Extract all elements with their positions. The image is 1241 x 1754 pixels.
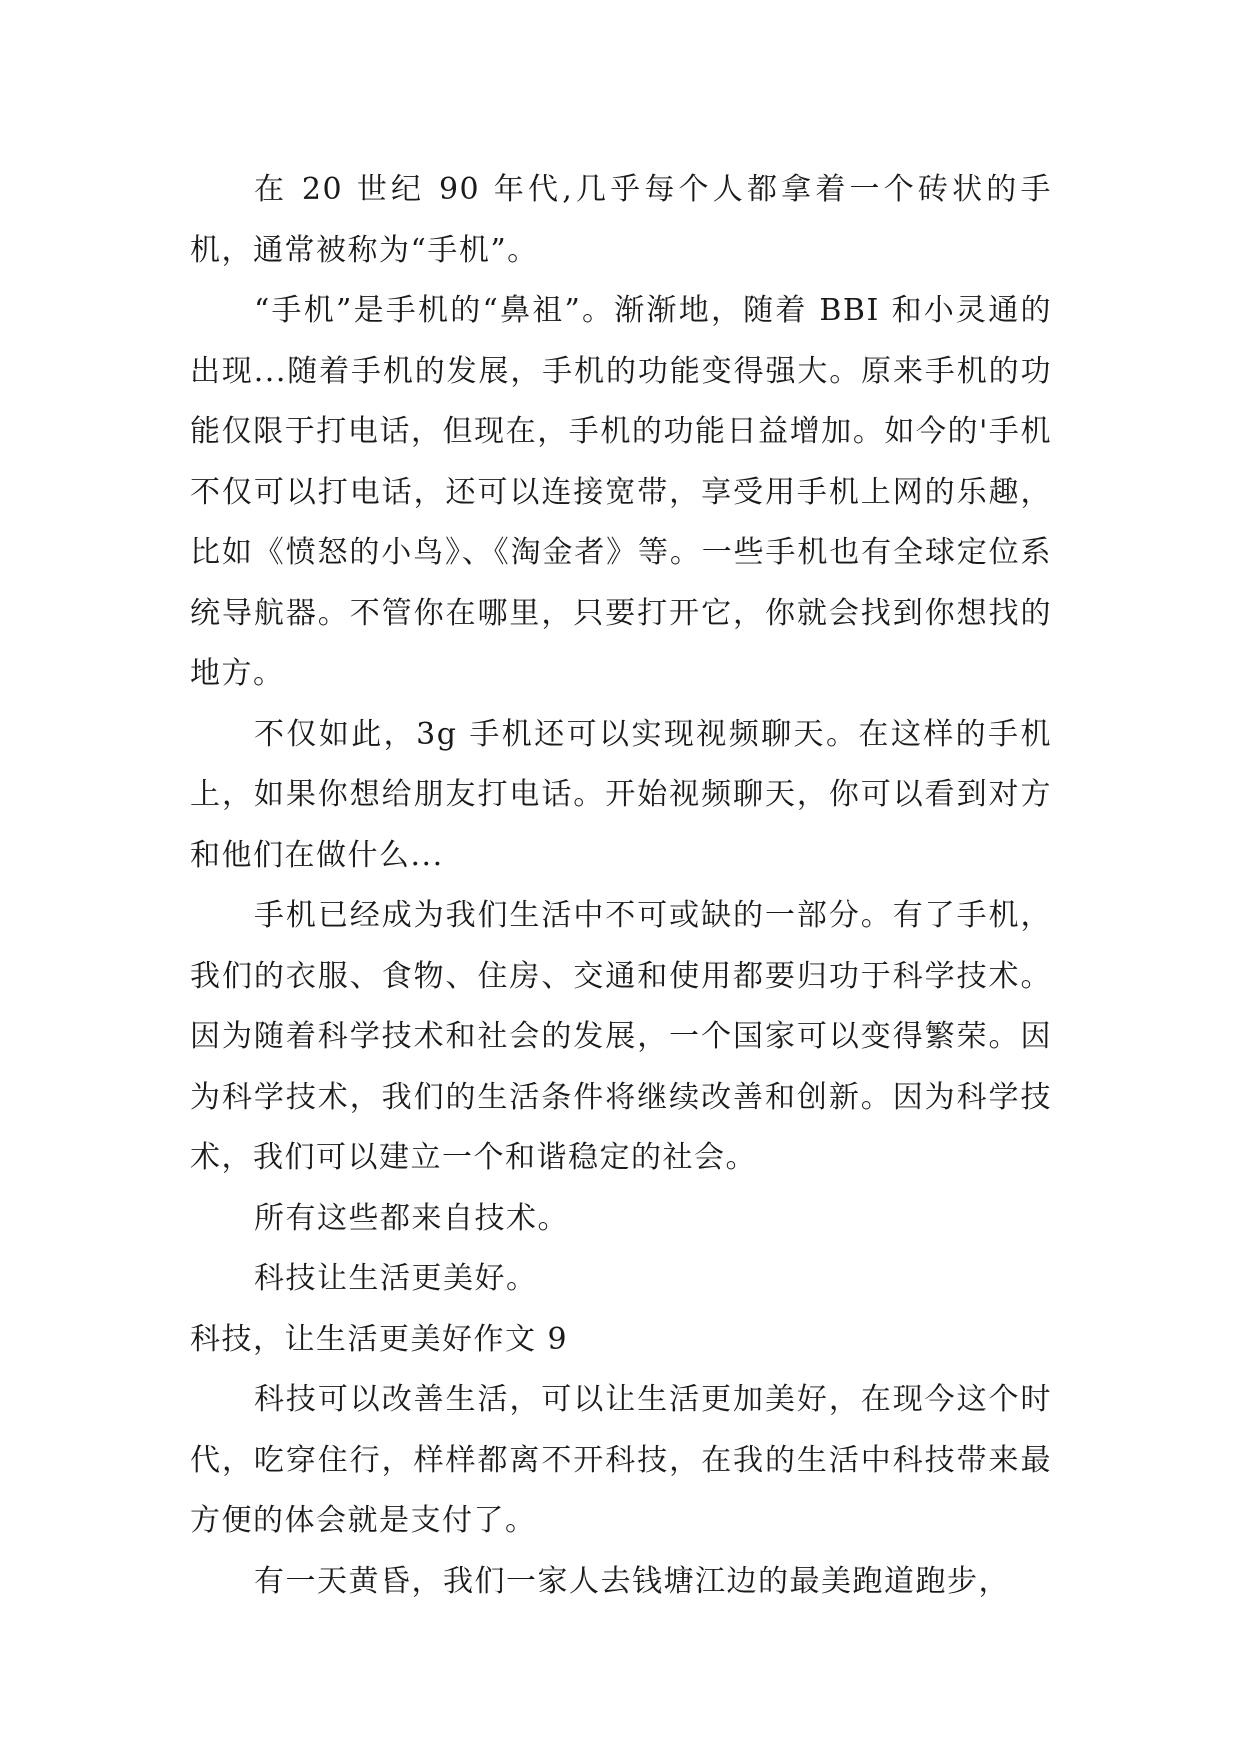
paragraph: “手机”是手机的“鼻祖”。渐渐地，随着 BBI 和小灵通的出现...随着手机的发展，手机的功能变得强大。原来手机的功能仅限于打电话，但现在，手机的功能日益增加。如今的'手机不仅可以打电话，还可以连接宽带，享受用手机上网的乐趣，比如《愤怒的小鸟》、《淘金者》等。一些手机也有全球定位系统导航器。不管你在哪里，只要打开它，你就会找到你想找的地方。 (190, 293, 1052, 691)
paragraph: 科技让生活更美好。 (254, 1261, 538, 1296)
paragraph: 不仅如此，3g 手机还可以实现视频聊天。在这样的手机上，如果你想给朋友打电话。开始视频聊天，你可以看到对方和他们在做什么... (190, 716, 1052, 873)
paragraph: 在 20 世纪 90 年代,几乎每个人都拿着一个砖状的手机，通常被称为“手机”。 (190, 172, 1052, 268)
paragraph: 手机已经成为我们生活中不可或缺的一部分。有了手机，我们的衣服、食物、住房、交通和使用都要归功于科学技术。因为随着科学技术和社会的发展，一个国家可以变得繁荣。因为科学技术，我们的生活条件将继续改善和创新。因为科学技术，我们可以建立一个和谐稳定的社会。 (190, 898, 1052, 1175)
paragraph: 所有这些都来自技术。 (254, 1200, 569, 1236)
document-body (190, 160, 1052, 1612)
paragraph: 科技可以改善生活，可以让生活更加美好，在现今这个时代，吃穿住行，样样都离不开科技，在我的生活中科技带来最方便的体会就是支付了。 (190, 1382, 1052, 1538)
section-title: 科技，让生活更美好作文 9 (190, 1321, 569, 1357)
paragraph: 有一天黄昏，我们一家人去钱塘江边的最美跑道跑步， (254, 1563, 1010, 1599)
